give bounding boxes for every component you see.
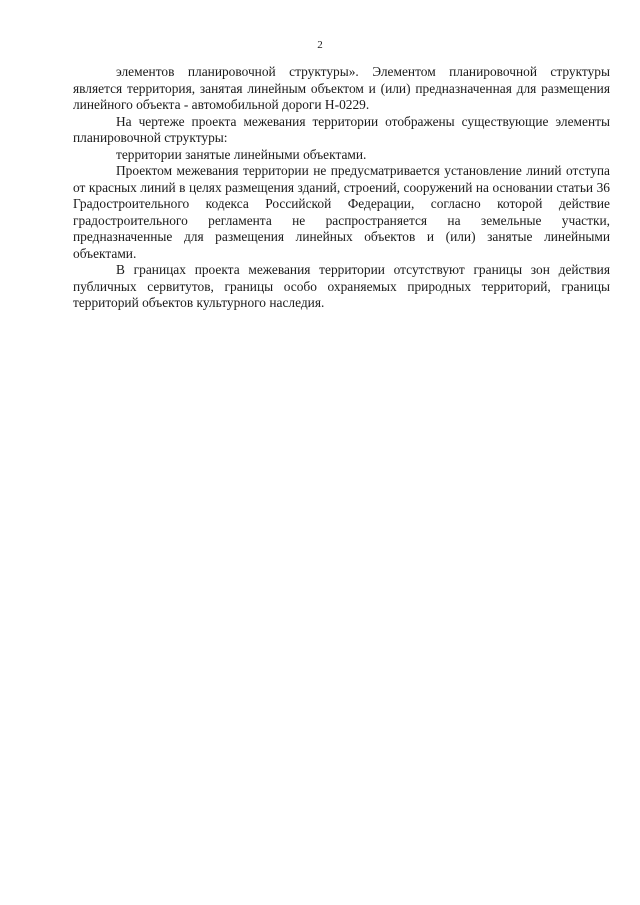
paragraph-boundaries: В границах проекта межевания территории отсутствуют границы зон действия публичных сервитутов, границы особо охраняемых природных территорий, границы территорий объектов культурного наследия. (73, 262, 610, 310)
paragraph-drawing-elements: На чертеже проекта межевания территории отображены существующие элементы планировочной структуры: (73, 113, 610, 145)
paragraph-planning-structure: элементов планировочной структуры». Элементом планировочной структуры является территория, занятая линейным объектом и (или) предназначенная для размещения линейного объекта - автомобильной дороги Н-0229. (73, 64, 610, 112)
paragraph-territory-linear: территории занятые линейными объектами. (116, 146, 367, 162)
paragraph-setback-lines: Проектом межевания территории не предусматривается установление линий отступа от красных линий в целях размещения зданий, строений, сооружений на основании статьи 36 Градостроительного кодекса Российской Федерации, согласно которой действие градостроительного регламента не распространяется на земельные участки, предназначенные для размещения линейных объектов и (или) занятые линейными объектами. (73, 163, 610, 261)
document-body (73, 64, 610, 312)
page-number: 2 (317, 39, 323, 51)
